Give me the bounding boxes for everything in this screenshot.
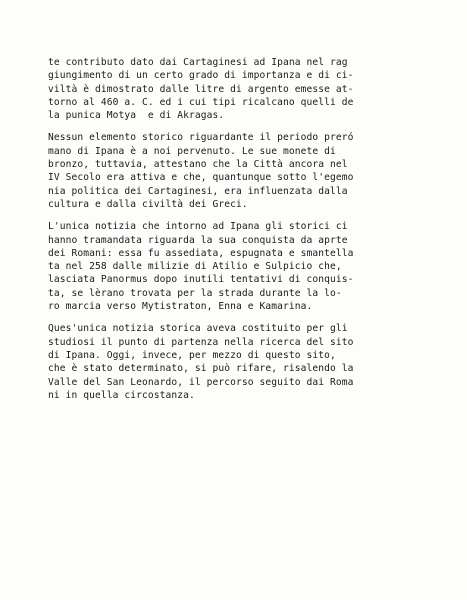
text-line: ta nel 258 dalle milizie di Atilio e Sulpicio che, [48,261,342,273]
text-line: Ques'unica notizia storica aveva costituito per gli [48,323,348,335]
text-line: di Ipana. Oggi, invece, per mezzo di questo sito, [48,349,336,361]
text-line: studiosi il punto di partenza nella ricerca del sito [48,336,354,348]
text-line: bronzo, tuttavia, attestano che la Città ancora nel [48,159,348,171]
text-line: hanno tramandata riguarda la sua conquista da aprte [48,234,348,246]
text-line: che è stato determinato, si può rifare, risalendo la [48,363,354,375]
text-line: dei Romani: essa fu assediata, espugnata e smantella [48,247,354,259]
paragraph-4 [48,322,448,402]
paragraph-3 [48,220,448,313]
text-line: torno al 460 a. C. ed i cui tipi ricalcano quelli de [48,96,354,108]
text-line: giungimento di un certo grado di importanza e di ci- [48,70,354,82]
text-line: mano di Ipana è a noi pervenuto. Le sue monete di [48,145,336,157]
text-line: Valle del San Leonardo, il percorso seguito dai Roma [48,376,354,388]
text-line: ro marcia verso Mytistraton, Enna e Kamarina. [48,301,313,313]
text-line: lasciata Panormus dopo inutili tentativi di conquis- [48,274,354,286]
text-line: te contributo dato dai Cartaginesi ad Ipana nel rag [48,57,348,68]
text-line: viltà è dimostrato dalle litre di argento emesse at- [48,83,354,95]
text-line: cultura e dalla civiltà dei Greci. [48,198,248,210]
text-line: ni in quella circostanza. [48,389,195,401]
document-body [48,56,448,411]
text-line: IV Secolo era attiva e che, quantunque sotto l'egemo [48,172,354,184]
text-line: nia politica dei Cartaginesi, era influenzata dalla [48,185,348,197]
text-line: L'unica notizia che intorno ad Ipana gli storici ci [48,221,348,233]
paragraph-2 [48,131,448,211]
text-line: Nessun elemento storico riguardante il periodo preró [48,132,354,144]
text-line: la punica Motya e di Akragas. [48,110,225,122]
paragraph-1 [48,56,448,122]
text-line: ta, se lèrano trovata per la strada durante la lo- [48,287,342,299]
